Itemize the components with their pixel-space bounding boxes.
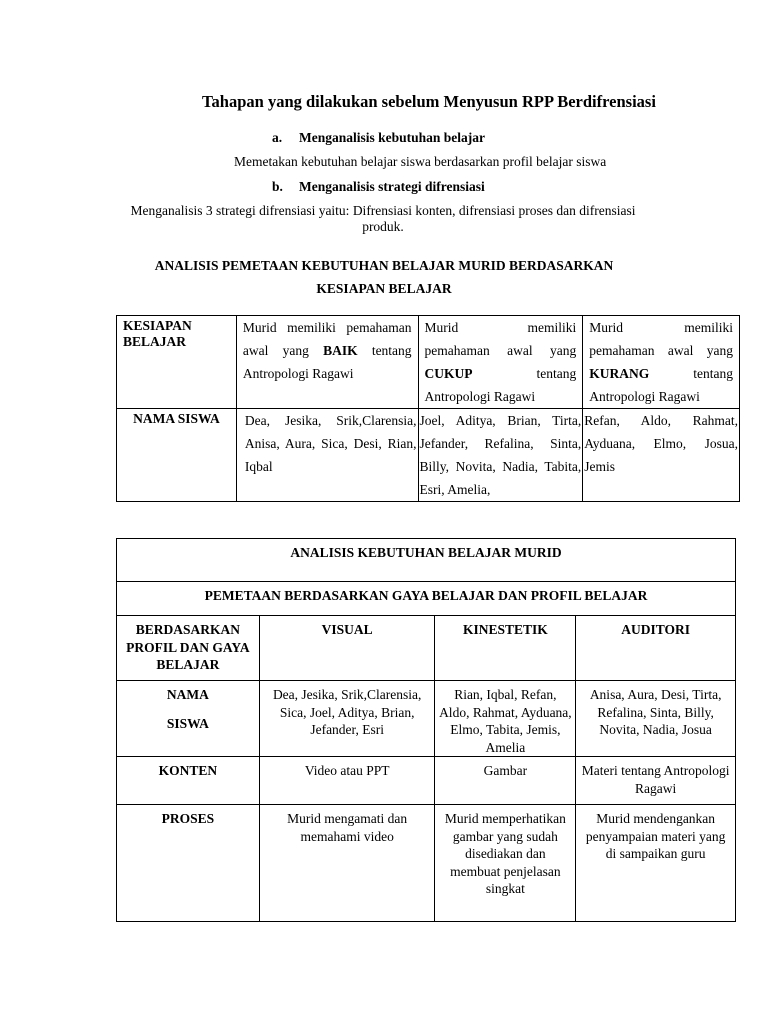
readiness-cell-cukup — [418, 316, 583, 409]
konten-auditori: Materi tentang Antropologi Ragawi — [576, 757, 736, 805]
readiness-text-post: tentang Antropologi Ragawi — [242, 343, 412, 381]
readiness-label-cell — [117, 316, 237, 409]
table2-subtitle-row — [117, 582, 736, 616]
section-a-marker: a. — [272, 130, 283, 145]
row-label-konten: KONTEN — [117, 757, 260, 805]
proses-auditori: Murid mendengankan penyampaian materi yang di sampaikan guru — [576, 805, 736, 922]
table2-title-row — [117, 539, 736, 582]
readiness-table — [116, 315, 740, 502]
section-a-heading-text: Menganalisis kebutuhan belajar — [299, 130, 486, 145]
proses-visual: Murid mengamati dan memahami video — [259, 805, 435, 922]
konten-kinestetik: Gambar — [435, 757, 576, 805]
readiness-text-pre: Murid memiliki pemahaman awal yang — [424, 320, 577, 358]
row-label-names-line2: SISWA — [166, 715, 209, 731]
table2-subtitle: PEMETAAN BERDASARKAN GAYA BELAJAR DAN PROFIL BELAJAR — [117, 582, 736, 616]
section-b-text — [116, 203, 650, 235]
header-visual: VISUAL — [259, 616, 435, 681]
students-cukup: Joel, Aditya, Brian, Tirta, Jefander, Refalina, Sinta, Billy, Novita, Nadia, Tabita, Esri, Amelia, — [418, 409, 583, 502]
students-kurang: Refan, Aldo, Rahmat, Ayduana, Elmo, Josua, Jemis — [583, 409, 740, 502]
students-baik: Dea, Jesika, Srik,Clarensia, Anisa, Aura, Sica, Desi, Rian, Iqbal — [236, 409, 418, 502]
readiness-text-post: tentang Antropologi Ragawi — [589, 366, 733, 404]
readiness-row — [117, 316, 740, 409]
readiness-text-pre: Murid memiliki pemahaman awal yang — [589, 320, 733, 358]
header-kinestetik: KINESTETIK — [435, 616, 576, 681]
table2-row-proses — [117, 805, 736, 922]
table2-header-row — [117, 616, 736, 681]
section-b-marker: b. — [272, 179, 283, 194]
readiness-level-kurang: KURANG — [589, 366, 650, 381]
names-auditori: Anisa, Aura, Desi, Tirta, Refalina, Sinta, Billy, Novita, Nadia, Josua — [576, 681, 736, 757]
konten-visual: Video atau PPT — [259, 757, 435, 805]
section-b-heading-text: Menganalisis strategi difrensiasi — [299, 179, 485, 194]
student-names-label: NAMA SISWA — [133, 411, 220, 426]
names-visual: Dea, Jesika, Srik,Clarensia, Sica, Joel, Aditya, Brian, Jefander, Esri — [259, 681, 435, 757]
student-names-label-cell — [117, 409, 237, 502]
learning-style-table — [116, 538, 736, 922]
proses-kinestetik: Murid memperhatikan gambar yang sudah disediakan dan membuat penjelasan singkat — [435, 805, 576, 922]
readiness-label: KESIAPAN BELAJAR — [123, 318, 192, 349]
readiness-level-cukup: CUKUP — [424, 366, 473, 381]
section-a-heading — [272, 130, 485, 146]
names-kinestetik: Rian, Iqbal, Refan, Aldo, Rahmat, Ayduana, Elmo, Tabita, Jemis, Amelia — [435, 681, 576, 757]
row-label-proses: PROSES — [117, 805, 260, 922]
row-label-names — [117, 681, 260, 757]
section-b-text-line2: produk. — [362, 219, 404, 234]
section-b-heading — [272, 179, 485, 195]
page-title: Tahapan yang dilakukan sebelum Menyusun RPP Berdifrensiasi — [202, 92, 656, 111]
table2-row-konten — [117, 757, 736, 805]
header-auditori: AUDITORI — [576, 616, 736, 681]
row-label-names-line1: NAMA — [166, 687, 209, 702]
readiness-cell-kurang — [583, 316, 740, 409]
readiness-cell-baik — [236, 316, 418, 409]
table2-row-names — [117, 681, 736, 757]
readiness-text-post: tentang Antropologi Ragawi — [424, 366, 577, 404]
readiness-text-pre: Murid memiliki pemahaman awal yang — [242, 320, 412, 358]
header-profile: BERDASARKAN PROFIL DAN GAYA BELAJAR — [117, 616, 260, 681]
student-names-row — [117, 409, 740, 502]
section-b-text-line1: Menganalisis 3 strategi difrensiasi yaitu: Difrensiasi konten, difrensiasi proses dan difrensiasi — [130, 203, 636, 218]
section-a-text: Memetakan kebutuhan belajar siswa berdasarkan profil belajar siswa — [234, 154, 607, 169]
analysis1-title-line2: KESIAPAN BELAJAR — [316, 281, 452, 296]
readiness-level-baik: BAIK — [323, 343, 358, 358]
table2-title: ANALISIS KEBUTUHAN BELAJAR MURID — [117, 539, 736, 582]
analysis1-title-line1: ANALISIS PEMETAAN KEBUTUHAN BELAJAR MURID BERDASARKAN — [154, 258, 614, 273]
